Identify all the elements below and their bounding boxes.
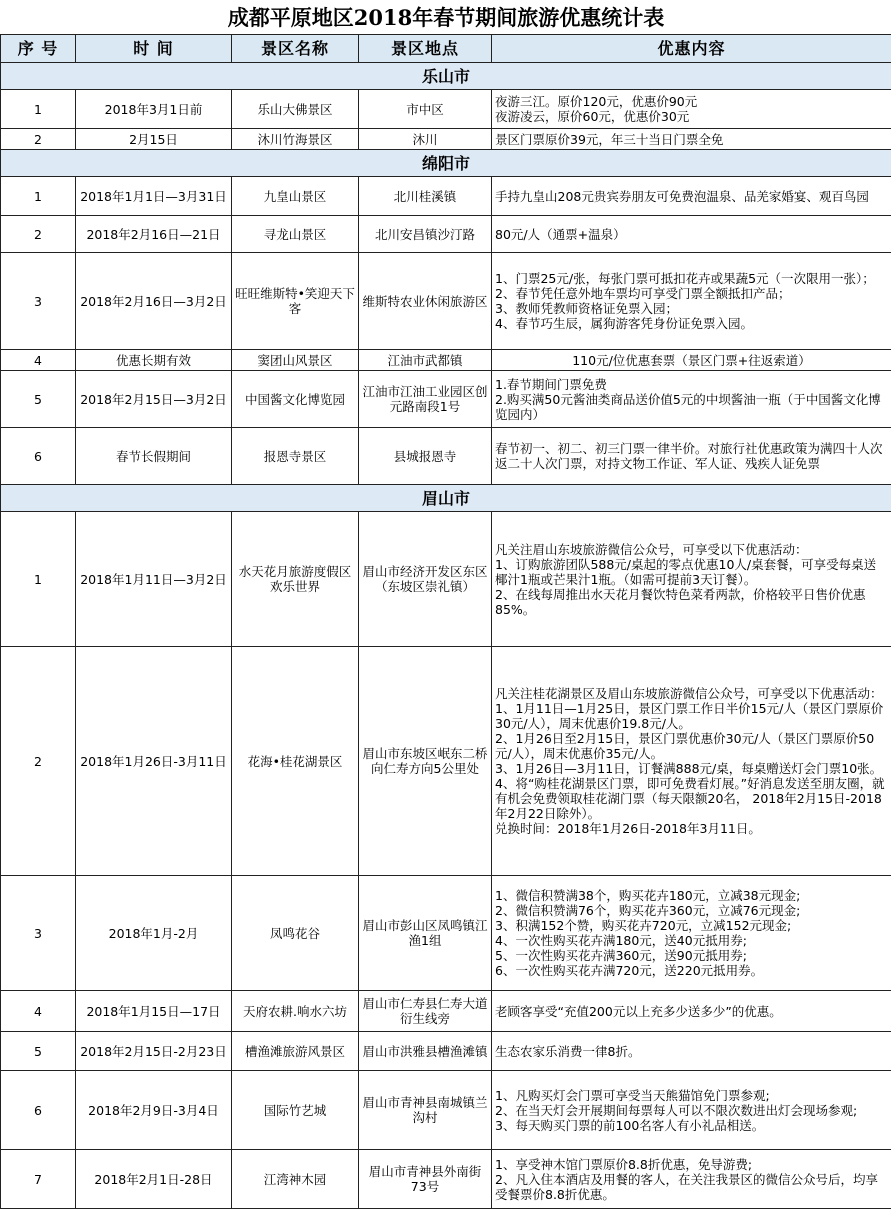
row-time: 2018年2月15日—3月2日 bbox=[76, 371, 232, 428]
row-time: 2018年2月15日-2月23日 bbox=[76, 1032, 232, 1071]
row-time: 2018年1月1日—3月31日 bbox=[76, 177, 232, 216]
offer-line: 1、享受神木馆门票原价8.8折优惠，免导游费; bbox=[495, 1157, 888, 1172]
row-number: 2 bbox=[1, 647, 76, 876]
offer-line: 3、积满152个赞，购买花卉720元，立减152元现金; bbox=[495, 918, 888, 933]
header-row bbox=[1, 35, 891, 63]
row-time: 2018年2月9日-3月4日 bbox=[76, 1071, 232, 1150]
offer-line: 凡关注桂花湖景区及眉山东坡旅游微信公众号，可享受以下优惠活动： bbox=[495, 686, 888, 701]
offer-line: 5、一次性购买花卉满360元，送90元抵用券; bbox=[495, 948, 888, 963]
section-title: 眉山市 bbox=[1, 485, 891, 512]
table-row bbox=[1, 647, 891, 876]
row-scenic-name: 窦团山风景区 bbox=[232, 350, 359, 371]
row-offer-content bbox=[492, 647, 891, 876]
section-title: 绵阳市 bbox=[1, 150, 891, 177]
row-scenic-location: 北川桂溪镇 bbox=[359, 177, 492, 216]
row-offer-content bbox=[492, 253, 891, 350]
table-row bbox=[1, 216, 891, 253]
row-scenic-name: 报恩寺景区 bbox=[232, 428, 359, 485]
row-scenic-name: 水天花月旅游度假区欢乐世界 bbox=[232, 512, 359, 647]
offer-line: 3、1月26日—3月11日，订餐满888元/桌，每桌赠送灯会门票10张。 bbox=[495, 761, 888, 776]
row-scenic-name: 凤鸣花谷 bbox=[232, 876, 359, 991]
offer-line: 2.购买满50元酱油类商品送价值5元的中坝酱油一瓶（于中国酱文化博览园内） bbox=[495, 392, 888, 422]
offer-line: 2、凡入住本酒店及用餐的客人，在关注我景区的微信公众号后，均享受餐票价8.8折优惠。 bbox=[495, 1172, 888, 1202]
row-scenic-name: 中国酱文化博览园 bbox=[232, 371, 359, 428]
row-time: 2018年2月16日—21日 bbox=[76, 216, 232, 253]
row-offer-content bbox=[492, 428, 891, 485]
offer-line: 春节初一、初二、初三门票一律半价。对旅行社优惠政策为满四十人次返二十人次门票，对持文物工作证、军人证、残疾人证免票 bbox=[495, 441, 888, 471]
row-scenic-name: 寻龙山景区 bbox=[232, 216, 359, 253]
row-time: 2018年3月1日前 bbox=[76, 90, 232, 129]
table-row bbox=[1, 90, 891, 129]
row-offer-content bbox=[492, 876, 891, 991]
offer-line: 110元/位优惠套票（景区门票+往返索道） bbox=[495, 353, 888, 368]
offer-line: 4、一次性购买花卉满180元，送40元抵用券; bbox=[495, 933, 888, 948]
row-number: 4 bbox=[1, 350, 76, 371]
row-offer-content bbox=[492, 90, 891, 129]
offer-line: 1、1月11日—1月25日，景区门票工作日半价15元/人（景区门票原价30元/人），周末优惠价19.8元/人。 bbox=[495, 701, 888, 731]
row-scenic-location: 江油市江油工业园区创元路南段1号 bbox=[359, 371, 492, 428]
offer-line: 老顾客享受“充值200元以上充多少送多少”的优惠。 bbox=[495, 1004, 888, 1019]
table-row bbox=[1, 1071, 891, 1150]
row-number: 4 bbox=[1, 991, 76, 1032]
offer-line: 2、春节凭任意外地车票均可享受门票全额抵扣产品； bbox=[495, 286, 888, 301]
offer-line: 生态农家乐消费一律8折。 bbox=[495, 1044, 888, 1059]
offer-line: 4、春节巧生辰，属狗游客凭身份证免票入园。 bbox=[495, 316, 888, 331]
row-number: 5 bbox=[1, 371, 76, 428]
row-number: 1 bbox=[1, 177, 76, 216]
offer-line: 1、门票25元/张，每张门票可抵扣花卉或果蔬5元（一次限用一张）； bbox=[495, 271, 888, 286]
table-row bbox=[1, 876, 891, 991]
row-time: 2018年2月1日-28日 bbox=[76, 1150, 232, 1209]
row-time: 2月15日 bbox=[76, 129, 232, 150]
offer-line: 6、一次性购买花卉满720元，送220元抵用券。 bbox=[495, 963, 888, 978]
row-scenic-name: 天府农耕.响水六坊 bbox=[232, 991, 359, 1032]
header-number: 序 号 bbox=[1, 35, 76, 63]
row-scenic-location: 北川安昌镇沙汀路 bbox=[359, 216, 492, 253]
row-offer-content bbox=[492, 1032, 891, 1071]
row-scenic-name: 国际竹艺城 bbox=[232, 1071, 359, 1150]
offer-line: 兑换时间：2018年1月26日-2018年3月11日。 bbox=[495, 821, 888, 836]
offer-line: 2、微信积赞满76个，购买花卉360元，立减76元现金; bbox=[495, 903, 888, 918]
row-time: 2018年1月15日—17日 bbox=[76, 991, 232, 1032]
offer-line: 2、在线每周推出水天花月餐饮特色菜肴两款，价格较平日售价优惠85%。 bbox=[495, 587, 888, 617]
row-time: 优惠长期有效 bbox=[76, 350, 232, 371]
row-time: 2018年2月16日—3月2日 bbox=[76, 253, 232, 350]
offer-line: 2、1月26日至2月15日，景区门票优惠价30元/人（景区门票原价50元/人），周末优惠价35元/人。 bbox=[495, 731, 888, 761]
section-title: 乐山市 bbox=[1, 63, 891, 90]
header-scenic-name: 景区名称 bbox=[232, 35, 359, 63]
row-time: 春节长假期间 bbox=[76, 428, 232, 485]
row-time: 2018年1月-2月 bbox=[76, 876, 232, 991]
row-number: 1 bbox=[1, 512, 76, 647]
table-row bbox=[1, 512, 891, 647]
offer-line: 夜游三江。原价120元，优惠价90元 bbox=[495, 94, 888, 109]
offer-line: 手持九皇山208元贵宾券朋友可免费泡温泉、品羌家婚宴、观百鸟园 bbox=[495, 189, 888, 204]
row-scenic-name: 九皇山景区 bbox=[232, 177, 359, 216]
row-offer-content bbox=[492, 512, 891, 647]
table-body bbox=[1, 63, 891, 1209]
table-row bbox=[1, 428, 891, 485]
offer-line: 夜游凌云，原价60元，优惠价30元 bbox=[495, 109, 888, 124]
row-scenic-location: 眉山市经济开发区东区（东坡区崇礼镇） bbox=[359, 512, 492, 647]
section-header bbox=[1, 485, 891, 512]
row-scenic-name: 乐山大佛景区 bbox=[232, 90, 359, 129]
row-offer-content bbox=[492, 991, 891, 1032]
row-number: 6 bbox=[1, 428, 76, 485]
row-scenic-location: 沐川 bbox=[359, 129, 492, 150]
offer-line: 80元/人（通票+温泉） bbox=[495, 227, 888, 242]
row-scenic-location: 眉山市彭山区凤鸣镇江渔1组 bbox=[359, 876, 492, 991]
table-row bbox=[1, 129, 891, 150]
offer-line: 1、微信积赞满38个，购买花卉180元，立减38元现金; bbox=[495, 888, 888, 903]
row-number: 7 bbox=[1, 1150, 76, 1209]
row-scenic-location: 眉山市仁寿县仁寿大道衍生线旁 bbox=[359, 991, 492, 1032]
row-number: 2 bbox=[1, 129, 76, 150]
row-scenic-name: 江湾神木园 bbox=[232, 1150, 359, 1209]
row-time: 2018年1月26日-3月11日 bbox=[76, 647, 232, 876]
header-scenic-location: 景区地点 bbox=[359, 35, 492, 63]
row-scenic-location: 眉山市青神县外南街73号 bbox=[359, 1150, 492, 1209]
row-offer-content bbox=[492, 371, 891, 428]
table-row bbox=[1, 350, 891, 371]
header-time: 时 间 bbox=[76, 35, 232, 63]
row-number: 6 bbox=[1, 1071, 76, 1150]
row-time: 2018年1月11日—3月2日 bbox=[76, 512, 232, 647]
row-scenic-location: 江油市武都镇 bbox=[359, 350, 492, 371]
offer-line: 1.春节期间门票免费 bbox=[495, 377, 888, 392]
table-row bbox=[1, 177, 891, 216]
row-scenic-name: 沐川竹海景区 bbox=[232, 129, 359, 150]
row-scenic-location: 眉山市青神县南城镇兰沟村 bbox=[359, 1071, 492, 1150]
offer-line: 2、在当天灯会开展期间每票每人可以不限次数进出灯会现场参观; bbox=[495, 1103, 888, 1118]
row-number: 3 bbox=[1, 253, 76, 350]
table-row bbox=[1, 253, 891, 350]
row-scenic-location: 眉山市东坡区岷东二桥向仁寿方向5公里处 bbox=[359, 647, 492, 876]
row-offer-content bbox=[492, 216, 891, 253]
row-offer-content bbox=[492, 129, 891, 150]
row-scenic-name: 花海•桂花湖景区 bbox=[232, 647, 359, 876]
table-row bbox=[1, 1150, 891, 1209]
offer-line: 3、每天购买门票的前100名客人有小礼品相送。 bbox=[495, 1118, 888, 1133]
section-header bbox=[1, 63, 891, 90]
table-row bbox=[1, 371, 891, 428]
row-number: 2 bbox=[1, 216, 76, 253]
table-row bbox=[1, 1032, 891, 1071]
row-scenic-location: 县城报恩寺 bbox=[359, 428, 492, 485]
offer-line: 景区门票原价39元，年三十当日门票全免 bbox=[495, 132, 888, 147]
offer-line: 3、教师凭教师资格证免票入园； bbox=[495, 301, 888, 316]
row-scenic-location: 眉山市洪雅县槽渔滩镇 bbox=[359, 1032, 492, 1071]
offer-line: 1、订购旅游团队588元/桌起的零点优惠10人/桌套餐，可享受每桌送椰汁1瓶或芒果汁1瓶。（如需可提前3天订餐）。 bbox=[495, 557, 888, 587]
offer-line: 凡关注眉山东坡旅游微信公众号，可享受以下优惠活动： bbox=[495, 542, 888, 557]
row-scenic-location: 维斯特农业休闲旅游区 bbox=[359, 253, 492, 350]
row-offer-content bbox=[492, 350, 891, 371]
row-scenic-name: 槽渔滩旅游风景区 bbox=[232, 1032, 359, 1071]
table-row bbox=[1, 991, 891, 1032]
offer-line: 1、凡购买灯会门票可享受当天熊猫馆免门票参观; bbox=[495, 1088, 888, 1103]
header-offer-content: 优惠内容 bbox=[492, 35, 891, 63]
row-offer-content bbox=[492, 177, 891, 216]
offer-line: 4、将“购桂花湖景区门票，即可免费看灯展。”好消息发送至朋友圈，就有机会免费领取桂花湖门票（每天限额20名， 2018年2月15日-2018年2月22日除外）。 bbox=[495, 776, 888, 821]
row-number: 1 bbox=[1, 90, 76, 129]
row-number: 5 bbox=[1, 1032, 76, 1071]
row-scenic-name: 旺旺维斯特•笑迎天下客 bbox=[232, 253, 359, 350]
row-offer-content bbox=[492, 1071, 891, 1150]
row-number: 3 bbox=[1, 876, 76, 991]
row-offer-content bbox=[492, 1150, 891, 1209]
page-title: 成都平原地区2018年春节期间旅游优惠统计表 bbox=[1, 0, 891, 35]
row-scenic-location: 市中区 bbox=[359, 90, 492, 129]
section-header bbox=[1, 150, 891, 177]
